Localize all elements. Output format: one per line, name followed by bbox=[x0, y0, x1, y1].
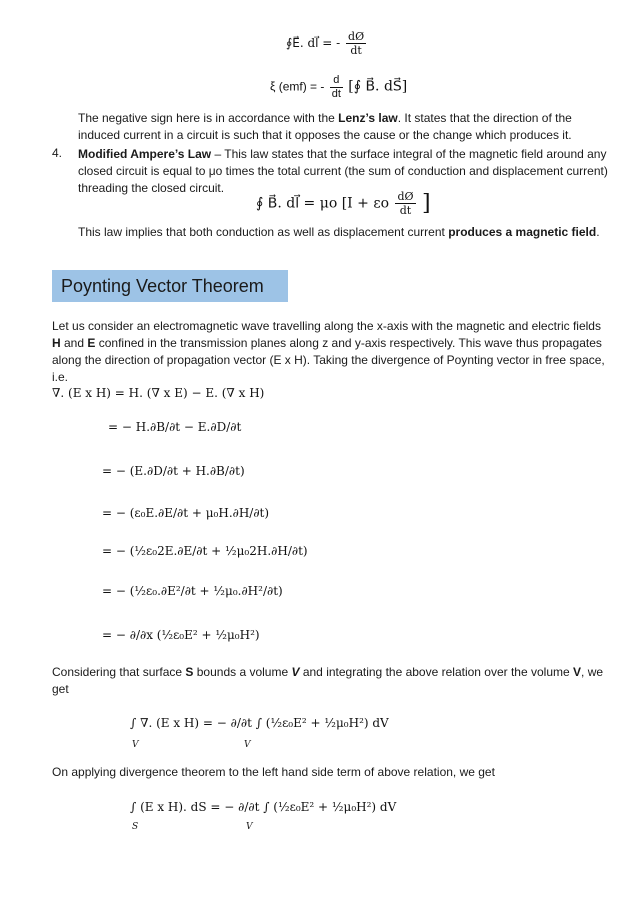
derivation-line-2: = − (E.∂D/∂t + H.∂B/∂t) bbox=[102, 464, 245, 478]
emf-lhs: ξ (emf) = - bbox=[270, 79, 325, 94]
ampere-den: dt bbox=[399, 204, 412, 217]
derivation-line-0: ∇. (E x H) = H. (∇ x E) − E. (∇ x H) bbox=[52, 386, 265, 400]
volume-limit-V1: V bbox=[132, 740, 139, 750]
volume-limit-V2: V bbox=[244, 740, 251, 750]
considering-paragraph: Considering that surface S bounds a volume V and integrating the above relation over the volume V, we get bbox=[52, 665, 604, 696]
divergence-paragraph: On applying divergence theorem to the left hand side term of above relation, we get bbox=[52, 765, 495, 779]
implies-paragraph: This law implies that both conduction as well as displacement current produces a magnetic field. bbox=[78, 225, 600, 239]
emf-den: dt bbox=[331, 88, 341, 100]
ampere-paragraph: Modified Ampere’s Law – This law states that the surface integral of the magnetic field around any closed circuit is equal to μo times the total current (the sum of conduction and displacement current) threading the closed circuit. bbox=[78, 147, 608, 195]
derivation-line-1: = − H.∂B/∂t − E.∂D/∂t bbox=[108, 420, 242, 434]
emf-equation bbox=[270, 74, 407, 101]
derivation-line-5: = − (½ε₀.∂E²/∂t + ½μ₀.∂H²/∂t) bbox=[102, 584, 283, 598]
implies-bold: produces a magnetic field bbox=[448, 225, 597, 239]
volume-integral-equation: ∫ ∇. (E x H) = − ∂/∂t ∫ (½ε₀E² + ½μ₀H²) dV bbox=[130, 716, 389, 730]
section-heading: Poynting Vector Theorem bbox=[52, 270, 288, 302]
ampere-close: ] bbox=[421, 191, 431, 216]
surface-limit-V: V bbox=[246, 822, 253, 832]
ampere-num: dØ bbox=[397, 190, 414, 203]
list-number: 4. bbox=[52, 146, 63, 160]
surface-limit-S: S bbox=[132, 822, 139, 832]
lenz-law-term: Lenz’s law bbox=[338, 111, 398, 125]
ampere-law-term: Modified Ampere’s Law bbox=[78, 147, 212, 161]
emf-num: d bbox=[330, 74, 343, 88]
derivation-line-4: = − (½ε₀2E.∂E/∂t + ½μ₀2H.∂H/∂t) bbox=[102, 544, 308, 558]
surface-integral-equation: ∫ (E x H). dS = − ∂/∂t ∫ (½ε₀E² + ½μ₀H²) dV bbox=[130, 800, 397, 814]
derivation-line-6: = − ∂/∂x (½ε₀E² + ½μ₀H²) bbox=[102, 628, 260, 642]
lenz-paragraph: The negative sign here is in accordance with the Lenz’s law. It states that the direction of the induced current in a circuit is such that it opposes the cause or the change which produces it. bbox=[78, 111, 572, 142]
derivation-line-3: = − (ε₀E.∂E/∂t + μ₀H.∂H/∂t) bbox=[102, 506, 270, 520]
emf-rhs: [∮ B⃗. dS⃗] bbox=[348, 78, 408, 95]
ampere-lhs: ∮ B⃗. dl⃗ = μo [I + εo bbox=[256, 195, 390, 212]
faraday-equation bbox=[286, 30, 368, 57]
faraday-num: dØ bbox=[348, 30, 365, 43]
faraday-lhs: ∮E⃗. dl⃗ = - bbox=[286, 36, 341, 50]
ampere-equation bbox=[256, 190, 431, 217]
intro-paragraph: Let us consider an electromagnetic wave travelling along the x-axis with the magnetic and electric fields H and E confined in the transmission planes along z and y-axis respectively. This wave thus propagates along the direction of propagation vector (E x H). Taking the divergence of Poynting vector in free space, i.e. bbox=[52, 319, 605, 384]
faraday-den: dt bbox=[350, 44, 362, 57]
